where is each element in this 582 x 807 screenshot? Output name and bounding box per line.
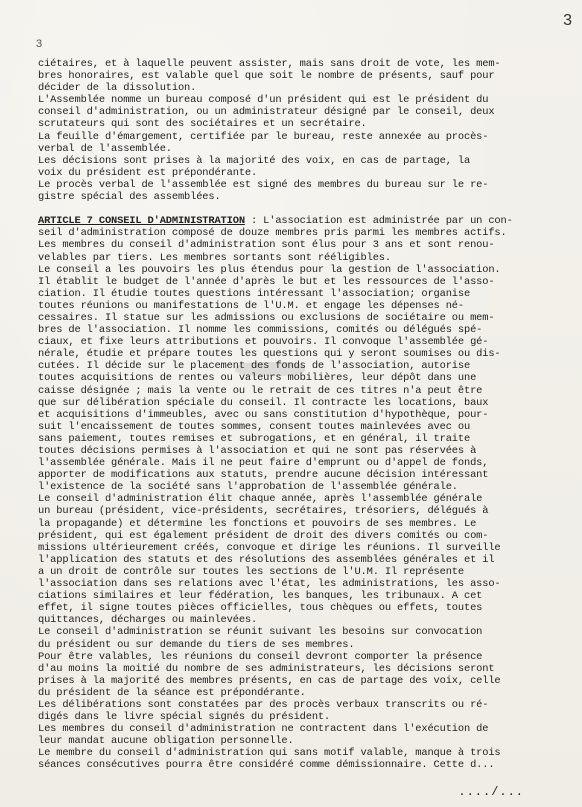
text-line: L'Assemblée nomme un bureau composé d'un président qui est le président du xyxy=(38,94,489,107)
text-line: du président ou sur demande du tiers de ses membres. xyxy=(38,638,355,651)
text-line: président, qui est également président de droit des divers comités ou com- xyxy=(38,529,489,542)
text-line: sans paiement, toutes remises et subrogations, et en général, il traite xyxy=(38,432,471,445)
text-line: ciaux, et fixe leurs attributions et pouvoirs. Il convoque l'assemblée gé- xyxy=(38,336,489,349)
text-line: du président de la séance est prépondérante. xyxy=(38,686,306,699)
text-line: ARTICLE 7 CONSEIL D'ADMINISTRATION : L'association est administrée par un con- xyxy=(38,215,513,228)
page-corner-mark: 3 xyxy=(36,38,43,50)
text-line: bres honoraires, est valable quel que soit le nombre de présents, sauf pour xyxy=(38,70,495,83)
text-line: apporter de modifications aux statuts, prendre aucune décision intéressant xyxy=(38,469,489,482)
text-line: l'assemblée générale. Mais il ne peut faire d'emprunt ou d'appel de fonds, xyxy=(38,457,489,470)
text-line: toutes acquisitions de rentes ou valeurs mobilières, leur dépôt dans une xyxy=(38,372,477,385)
text-line: digés dans le livre spécial signés du président. xyxy=(38,711,331,724)
text-line: effet, il signe toutes pièces officielles, tous chèques ou effets, toutes xyxy=(38,602,483,615)
text-line: velables par tiers. Les membres sortants sont rééligibles. xyxy=(38,251,391,264)
text-line: nérale, étudie et prépare toutes les questions qui y seront soumises ou dis- xyxy=(38,348,501,361)
text-line: séances consécutives pourra être considéré comme démissionnaire. Cette d... xyxy=(38,759,495,772)
text-line: toutes décisions permises à l'association et qui ne sont pas réservées à xyxy=(38,445,477,457)
text-line: ciétaires, et à laquelle peuvent assister, mais sans droit de vote, les mem- xyxy=(38,58,501,70)
text-line: Le conseil d'administration élit chaque année, après l'assemblée générale xyxy=(38,493,483,506)
text-line: Le conseil a les pouvoirs les plus étendus pour la gestion de l'association. xyxy=(38,263,501,276)
text-line: l'application des statuts et des résolutions des assemblées générales et il xyxy=(38,553,495,566)
text-line: un bureau (président, vice-présidents, secrétaires, trésoriers, délégués à xyxy=(38,505,489,518)
text-line: bres de l'association. Il nomme les commissions, comités ou délégués spé- xyxy=(38,324,483,337)
text-line: Les délibérations sont constatées par des procès verbaux transcrits ou ré- xyxy=(38,698,489,711)
text-line: Le membre du conseil d'administration qui sans motif valable, manque à trois xyxy=(38,747,501,760)
text-line: leur mandat aucune obligation personnelle. xyxy=(38,735,294,748)
text-line: Les membres du conseil d'administration sont élus pour 3 ans et sont renou- xyxy=(38,239,495,252)
text-line: cessaires. Il statue sur les admissions ou exclusions de sociétaire ou mem- xyxy=(38,311,495,324)
text-line: verbal de l'assemblée. xyxy=(38,142,172,155)
text-line: Les décisions sont prises à la majorité des voix, en cas de partage, la xyxy=(38,154,471,167)
article-heading: ARTICLE 7 CONSEIL D'ADMINISTRATION xyxy=(38,215,245,228)
text-line: Les membres du conseil d'administration ne contractent dans l'exécution de xyxy=(38,723,489,736)
text-line: la propagande) et détermine les fonctions et pouvoirs de ses membres. Le xyxy=(38,517,477,530)
text-line: voix du président est prépondérante. xyxy=(38,166,258,179)
text-line: l'association dans ses relations avec l'état, les administrations, les asso- xyxy=(38,578,501,591)
text-line: caisse désignée ; mais la vente ou le retrait de ces titres n'a peut être xyxy=(38,384,483,397)
text-line: Pour être valables, les réunions du conseil devront comporter la présence xyxy=(38,650,483,663)
text-line: toutes réunions ou manifestations de l'U.M. et engage les dépenses né- xyxy=(38,299,464,312)
page-number: 3 xyxy=(563,12,572,29)
text-line: conseil d'administration, ou un administrateur désigné par le conseil, deux xyxy=(38,106,495,119)
text-line: ciation. Il étudie toutes questions intéressant l'association; organise xyxy=(38,287,471,300)
text-line: que sur délibération spéciale du conseil. Il contracte les locations, baux xyxy=(38,396,489,409)
text-line: Il établit le budget de l'année d'après le but et les ressources de l'asso- xyxy=(38,275,495,288)
text-line: décider de la dissolution. xyxy=(38,82,197,95)
text-line: quittances, décharges ou mainlevées. xyxy=(38,614,258,627)
text-line: gistre spécial des assemblées. xyxy=(38,191,221,204)
text-line: et acquisitions d'immeubles, avec ou sans constitution d'hypothèque, pour- xyxy=(38,408,489,421)
text-line: seil d'administration composé de douze membres pris parmi les membres actifs. xyxy=(38,227,507,240)
text-line: La feuille d'émargement, certifiée par le bureau, reste annexée au procès- xyxy=(38,130,489,143)
text-line: suit l'encaissement de toutes sommes, consent toutes mainlevées avec ou xyxy=(38,420,471,433)
text-line: missions ultérieurement créés, convoque et dirige les réunions. Il surveille xyxy=(38,541,501,554)
text-line: Le conseil d'administration se réunit suivant les besoins sur convocation xyxy=(38,626,483,639)
text-line xyxy=(38,203,582,215)
text-line: Le procès verbal de l'assemblée est signé des membres du bureau sur le re- xyxy=(38,178,489,191)
text-line: prises à la majorité des membres présents, en cas de partage des voix, celle xyxy=(38,674,501,687)
text-line: ciations similaires et leur fédération, les banques, les tribunaux. A cet xyxy=(38,590,483,603)
document-body xyxy=(38,58,582,772)
text-line: d'au moins la moitié du nombre de ses administrateurs, les décisions seront xyxy=(38,662,495,675)
continuation-mark: ..../... xyxy=(458,785,524,799)
text-line: scrutateurs qui sont des sociétaires et un secrétaire. xyxy=(38,118,367,131)
text-line: l'existence de la société sans l'approbation de l'assemblée générale. xyxy=(38,481,458,494)
text-line: a un droit de contrôle sur toutes les sections de l'U.M. Il représente xyxy=(38,565,464,578)
text-line: cutées. Il décide sur le placement des fonds de l'association, autorise xyxy=(38,360,471,373)
